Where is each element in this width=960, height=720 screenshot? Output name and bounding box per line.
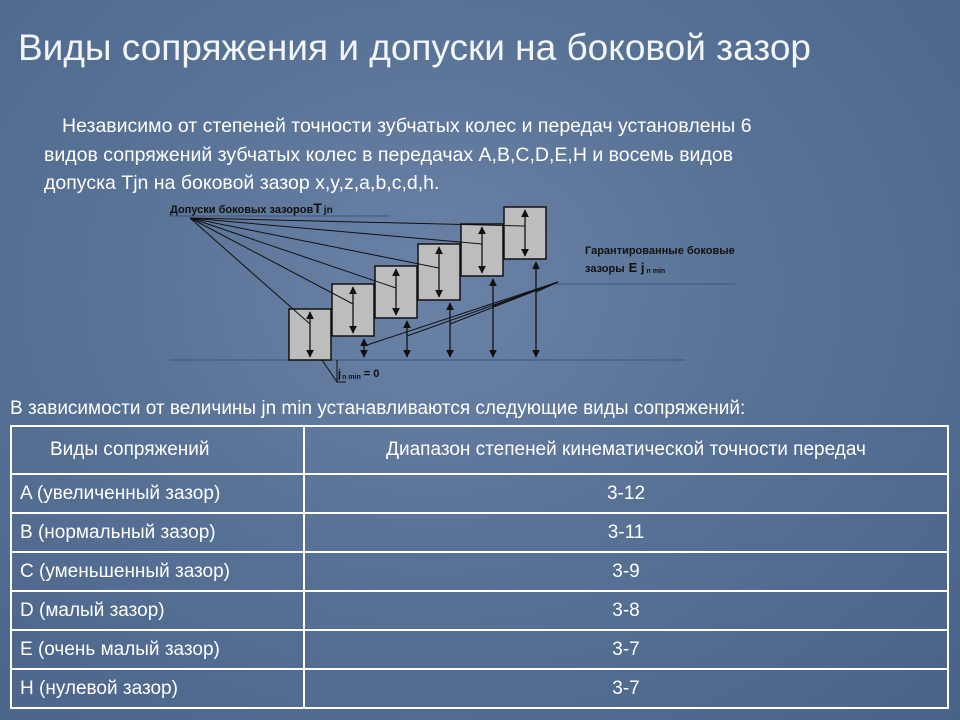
accuracy-range-cell: 3-9: [304, 552, 948, 591]
mating-type-cell: A (увеличенный зазор): [11, 474, 304, 513]
table-row: [11, 474, 948, 513]
backlash-diagram: [150, 196, 750, 390]
table-row: [11, 591, 948, 630]
label-tolerance: Допуски боковых зазоровT jn: [170, 200, 333, 216]
header-mating-types: Виды сопряжений: [11, 426, 304, 474]
accuracy-range-cell: 3-7: [304, 630, 948, 669]
intro-line-1: Независимо от степеней точности зубчатых колес и передач установлены 6: [62, 115, 752, 137]
slide-title: Виды сопряжения и допуски на боковой зазор: [18, 27, 811, 68]
label-guaranteed-line2: зазоры E j n min: [585, 260, 666, 275]
accuracy-range-cell: 3-7: [304, 669, 948, 708]
header-accuracy-range: Диапазон степеней кинематической точности передач: [304, 426, 948, 474]
mating-type-cell: D (малый зазор): [11, 591, 304, 630]
intro-paragraph: [44, 112, 924, 198]
mating-type-cell: E (очень малый зазор): [11, 630, 304, 669]
table-header-row: [11, 426, 948, 474]
accuracy-range-cell: 3-8: [304, 591, 948, 630]
table-caption: В зависимости от величины jn min устанавливаются следующие виды сопряжений:: [10, 398, 746, 419]
accuracy-range-cell: 3-12: [304, 474, 948, 513]
accuracy-range-cell: 3-11: [304, 513, 948, 552]
table-row: [11, 552, 948, 591]
table-row: [11, 513, 948, 552]
mating-type-cell: B (нормальный зазор): [11, 513, 304, 552]
label-guaranteed-line1: Гарантированные боковые: [585, 245, 735, 257]
intro-line-2: видов сопряжений зубчатых колес в передачах A,B,C,D,E,H и восемь видов: [44, 143, 734, 166]
label-zero-clearance: jn min = 0: [338, 368, 380, 381]
mating-types-table: [10, 425, 949, 709]
mating-type-cell: C (уменьшенный зазор): [11, 552, 304, 591]
mating-type-cell: H (нулевой зазор): [11, 669, 304, 708]
table-row: [11, 669, 948, 708]
table-row: [11, 630, 948, 669]
intro-line-3: допуска Tjn на боковой зазор x,y,z,a,b,c,d,h.: [44, 172, 440, 194]
